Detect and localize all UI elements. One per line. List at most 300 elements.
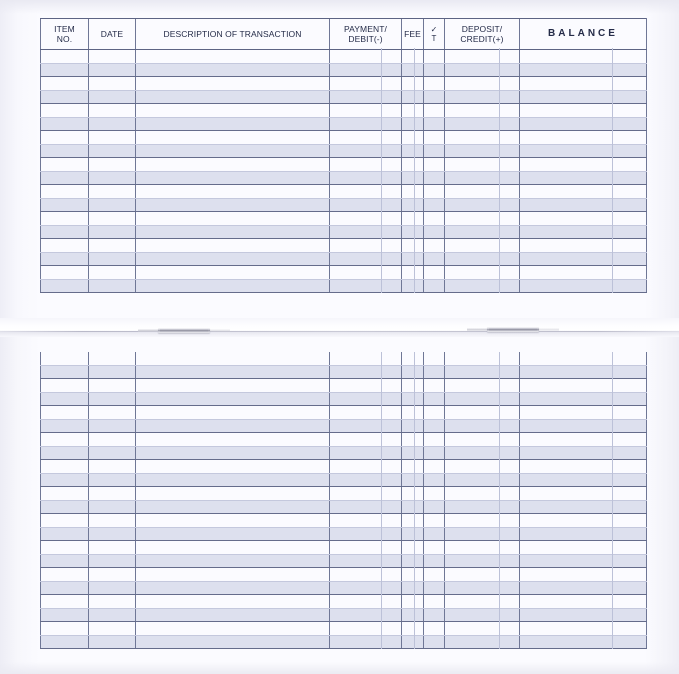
cell-deposit[interactable]: [445, 50, 520, 64]
cell-balance[interactable]: [520, 636, 647, 649]
cell-deposit[interactable]: [445, 280, 520, 293]
cell-check_t[interactable]: [424, 636, 445, 649]
cell-date[interactable]: [89, 460, 136, 474]
cell-fee[interactable]: [402, 568, 424, 582]
cell-date[interactable]: [89, 393, 136, 406]
cell-date[interactable]: [89, 555, 136, 568]
cell-check_t[interactable]: [424, 595, 445, 609]
cell-balance[interactable]: [520, 366, 647, 379]
cell-check_t[interactable]: [424, 226, 445, 239]
cell-item_no[interactable]: [41, 118, 89, 131]
cell-item_no[interactable]: [41, 609, 89, 622]
cell-balance[interactable]: [520, 239, 647, 253]
table-row[interactable]: [41, 131, 647, 145]
cell-fee[interactable]: [402, 528, 424, 541]
cell-payment[interactable]: [330, 64, 402, 77]
cell-deposit[interactable]: [445, 226, 520, 239]
cell-item_no[interactable]: [41, 104, 89, 118]
cell-item_no[interactable]: [41, 64, 89, 77]
cell-deposit[interactable]: [445, 239, 520, 253]
cell-payment[interactable]: [330, 91, 402, 104]
cell-balance[interactable]: [520, 352, 647, 366]
cell-item_no[interactable]: [41, 514, 89, 528]
cell-description[interactable]: [136, 474, 330, 487]
cell-payment[interactable]: [330, 77, 402, 91]
cell-fee[interactable]: [402, 447, 424, 460]
table-row[interactable]: [41, 447, 647, 460]
cell-date[interactable]: [89, 172, 136, 185]
cell-description[interactable]: [136, 379, 330, 393]
cell-deposit[interactable]: [445, 622, 520, 636]
cell-description[interactable]: [136, 622, 330, 636]
cell-deposit[interactable]: [445, 541, 520, 555]
cell-fee[interactable]: [402, 474, 424, 487]
cell-deposit[interactable]: [445, 172, 520, 185]
cell-deposit[interactable]: [445, 158, 520, 172]
cell-balance[interactable]: [520, 158, 647, 172]
cell-check_t[interactable]: [424, 172, 445, 185]
table-row[interactable]: [41, 568, 647, 582]
cell-deposit[interactable]: [445, 595, 520, 609]
cell-description[interactable]: [136, 393, 330, 406]
cell-description[interactable]: [136, 199, 330, 212]
cell-payment[interactable]: [330, 172, 402, 185]
cell-check_t[interactable]: [424, 528, 445, 541]
table-row[interactable]: [41, 541, 647, 555]
cell-fee[interactable]: [402, 420, 424, 433]
cell-deposit[interactable]: [445, 77, 520, 91]
cell-date[interactable]: [89, 131, 136, 145]
cell-description[interactable]: [136, 104, 330, 118]
cell-balance[interactable]: [520, 199, 647, 212]
cell-deposit[interactable]: [445, 447, 520, 460]
cell-balance[interactable]: [520, 185, 647, 199]
cell-fee[interactable]: [402, 104, 424, 118]
cell-fee[interactable]: [402, 77, 424, 91]
cell-balance[interactable]: [520, 595, 647, 609]
cell-date[interactable]: [89, 514, 136, 528]
cell-item_no[interactable]: [41, 145, 89, 158]
cell-item_no[interactable]: [41, 77, 89, 91]
cell-payment[interactable]: [330, 487, 402, 501]
table-row[interactable]: [41, 280, 647, 293]
cell-deposit[interactable]: [445, 528, 520, 541]
table-row[interactable]: [41, 104, 647, 118]
cell-balance[interactable]: [520, 406, 647, 420]
cell-fee[interactable]: [402, 582, 424, 595]
cell-balance[interactable]: [520, 393, 647, 406]
cell-balance[interactable]: [520, 555, 647, 568]
cell-balance[interactable]: [520, 622, 647, 636]
cell-check_t[interactable]: [424, 64, 445, 77]
cell-check_t[interactable]: [424, 379, 445, 393]
cell-description[interactable]: [136, 568, 330, 582]
table-row[interactable]: [41, 77, 647, 91]
cell-fee[interactable]: [402, 145, 424, 158]
table-row[interactable]: [41, 609, 647, 622]
cell-payment[interactable]: [330, 555, 402, 568]
cell-date[interactable]: [89, 212, 136, 226]
cell-description[interactable]: [136, 352, 330, 366]
table-row[interactable]: [41, 118, 647, 131]
cell-check_t[interactable]: [424, 501, 445, 514]
cell-item_no[interactable]: [41, 555, 89, 568]
cell-fee[interactable]: [402, 487, 424, 501]
cell-check_t[interactable]: [424, 622, 445, 636]
cell-date[interactable]: [89, 266, 136, 280]
cell-check_t[interactable]: [424, 212, 445, 226]
cell-fee[interactable]: [402, 379, 424, 393]
cell-check_t[interactable]: [424, 199, 445, 212]
cell-payment[interactable]: [330, 199, 402, 212]
cell-deposit[interactable]: [445, 487, 520, 501]
cell-description[interactable]: [136, 158, 330, 172]
table-row[interactable]: [41, 91, 647, 104]
cell-payment[interactable]: [330, 433, 402, 447]
cell-check_t[interactable]: [424, 104, 445, 118]
cell-date[interactable]: [89, 379, 136, 393]
cell-balance[interactable]: [520, 212, 647, 226]
cell-date[interactable]: [89, 366, 136, 379]
cell-item_no[interactable]: [41, 595, 89, 609]
cell-check_t[interactable]: [424, 366, 445, 379]
cell-item_no[interactable]: [41, 131, 89, 145]
cell-deposit[interactable]: [445, 185, 520, 199]
cell-deposit[interactable]: [445, 501, 520, 514]
cell-check_t[interactable]: [424, 474, 445, 487]
table-row[interactable]: [41, 622, 647, 636]
cell-date[interactable]: [89, 77, 136, 91]
cell-balance[interactable]: [520, 474, 647, 487]
cell-balance[interactable]: [520, 64, 647, 77]
cell-date[interactable]: [89, 104, 136, 118]
cell-description[interactable]: [136, 447, 330, 460]
table-row[interactable]: [41, 420, 647, 433]
cell-item_no[interactable]: [41, 50, 89, 64]
cell-fee[interactable]: [402, 280, 424, 293]
cell-deposit[interactable]: [445, 582, 520, 595]
cell-check_t[interactable]: [424, 239, 445, 253]
cell-date[interactable]: [89, 352, 136, 366]
cell-fee[interactable]: [402, 636, 424, 649]
cell-fee[interactable]: [402, 239, 424, 253]
cell-description[interactable]: [136, 636, 330, 649]
cell-description[interactable]: [136, 487, 330, 501]
cell-payment[interactable]: [330, 366, 402, 379]
cell-payment[interactable]: [330, 582, 402, 595]
cell-check_t[interactable]: [424, 514, 445, 528]
cell-deposit[interactable]: [445, 212, 520, 226]
cell-date[interactable]: [89, 501, 136, 514]
cell-payment[interactable]: [330, 185, 402, 199]
cell-payment[interactable]: [330, 253, 402, 266]
cell-item_no[interactable]: [41, 501, 89, 514]
cell-date[interactable]: [89, 487, 136, 501]
table-row[interactable]: [41, 460, 647, 474]
cell-fee[interactable]: [402, 131, 424, 145]
cell-description[interactable]: [136, 145, 330, 158]
cell-date[interactable]: [89, 528, 136, 541]
cell-date[interactable]: [89, 280, 136, 293]
cell-date[interactable]: [89, 474, 136, 487]
cell-description[interactable]: [136, 226, 330, 239]
table-row[interactable]: [41, 226, 647, 239]
cell-item_no[interactable]: [41, 433, 89, 447]
cell-check_t[interactable]: [424, 487, 445, 501]
table-row[interactable]: [41, 145, 647, 158]
table-row[interactable]: [41, 636, 647, 649]
cell-balance[interactable]: [520, 253, 647, 266]
cell-deposit[interactable]: [445, 406, 520, 420]
cell-description[interactable]: [136, 366, 330, 379]
cell-description[interactable]: [136, 77, 330, 91]
cell-check_t[interactable]: [424, 77, 445, 91]
cell-item_no[interactable]: [41, 266, 89, 280]
table-row[interactable]: [41, 433, 647, 447]
cell-deposit[interactable]: [445, 609, 520, 622]
cell-check_t[interactable]: [424, 118, 445, 131]
cell-deposit[interactable]: [445, 460, 520, 474]
cell-balance[interactable]: [520, 172, 647, 185]
table-row[interactable]: [41, 582, 647, 595]
cell-balance[interactable]: [520, 420, 647, 433]
table-row[interactable]: [41, 199, 647, 212]
cell-item_no[interactable]: [41, 185, 89, 199]
cell-deposit[interactable]: [445, 636, 520, 649]
cell-balance[interactable]: [520, 50, 647, 64]
table-row[interactable]: [41, 64, 647, 77]
cell-check_t[interactable]: [424, 541, 445, 555]
cell-check_t[interactable]: [424, 145, 445, 158]
cell-deposit[interactable]: [445, 352, 520, 366]
cell-description[interactable]: [136, 406, 330, 420]
cell-check_t[interactable]: [424, 253, 445, 266]
cell-item_no[interactable]: [41, 280, 89, 293]
cell-deposit[interactable]: [445, 266, 520, 280]
cell-payment[interactable]: [330, 393, 402, 406]
table-row[interactable]: [41, 487, 647, 501]
cell-item_no[interactable]: [41, 528, 89, 541]
cell-description[interactable]: [136, 420, 330, 433]
cell-description[interactable]: [136, 212, 330, 226]
cell-check_t[interactable]: [424, 420, 445, 433]
cell-balance[interactable]: [520, 447, 647, 460]
cell-description[interactable]: [136, 253, 330, 266]
cell-date[interactable]: [89, 145, 136, 158]
cell-fee[interactable]: [402, 406, 424, 420]
cell-payment[interactable]: [330, 595, 402, 609]
cell-deposit[interactable]: [445, 514, 520, 528]
cell-deposit[interactable]: [445, 555, 520, 568]
cell-description[interactable]: [136, 172, 330, 185]
cell-fee[interactable]: [402, 433, 424, 447]
cell-fee[interactable]: [402, 64, 424, 77]
table-row[interactable]: [41, 50, 647, 64]
cell-description[interactable]: [136, 501, 330, 514]
table-row[interactable]: [41, 595, 647, 609]
cell-balance[interactable]: [520, 433, 647, 447]
cell-payment[interactable]: [330, 528, 402, 541]
cell-payment[interactable]: [330, 460, 402, 474]
cell-check_t[interactable]: [424, 266, 445, 280]
cell-description[interactable]: [136, 555, 330, 568]
cell-balance[interactable]: [520, 145, 647, 158]
cell-date[interactable]: [89, 609, 136, 622]
cell-deposit[interactable]: [445, 379, 520, 393]
cell-description[interactable]: [136, 433, 330, 447]
table-row[interactable]: [41, 501, 647, 514]
cell-item_no[interactable]: [41, 636, 89, 649]
cell-item_no[interactable]: [41, 91, 89, 104]
cell-item_no[interactable]: [41, 541, 89, 555]
cell-item_no[interactable]: [41, 487, 89, 501]
cell-balance[interactable]: [520, 541, 647, 555]
table-row[interactable]: [41, 366, 647, 379]
cell-description[interactable]: [136, 514, 330, 528]
table-row[interactable]: [41, 158, 647, 172]
cell-description[interactable]: [136, 595, 330, 609]
cell-item_no[interactable]: [41, 366, 89, 379]
cell-item_no[interactable]: [41, 460, 89, 474]
cell-balance[interactable]: [520, 104, 647, 118]
cell-payment[interactable]: [330, 50, 402, 64]
cell-fee[interactable]: [402, 366, 424, 379]
cell-item_no[interactable]: [41, 568, 89, 582]
cell-item_no[interactable]: [41, 226, 89, 239]
cell-date[interactable]: [89, 622, 136, 636]
cell-date[interactable]: [89, 447, 136, 460]
cell-item_no[interactable]: [41, 212, 89, 226]
cell-check_t[interactable]: [424, 280, 445, 293]
table-row[interactable]: [41, 239, 647, 253]
cell-payment[interactable]: [330, 568, 402, 582]
cell-balance[interactable]: [520, 501, 647, 514]
cell-item_no[interactable]: [41, 393, 89, 406]
cell-description[interactable]: [136, 582, 330, 595]
cell-description[interactable]: [136, 64, 330, 77]
table-row[interactable]: [41, 253, 647, 266]
cell-check_t[interactable]: [424, 406, 445, 420]
cell-check_t[interactable]: [424, 352, 445, 366]
cell-description[interactable]: [136, 91, 330, 104]
cell-balance[interactable]: [520, 77, 647, 91]
cell-balance[interactable]: [520, 118, 647, 131]
cell-date[interactable]: [89, 239, 136, 253]
cell-date[interactable]: [89, 636, 136, 649]
cell-balance[interactable]: [520, 528, 647, 541]
cell-check_t[interactable]: [424, 555, 445, 568]
cell-deposit[interactable]: [445, 131, 520, 145]
table-row[interactable]: [41, 212, 647, 226]
cell-item_no[interactable]: [41, 474, 89, 487]
cell-deposit[interactable]: [445, 118, 520, 131]
cell-balance[interactable]: [520, 460, 647, 474]
cell-fee[interactable]: [402, 91, 424, 104]
cell-description[interactable]: [136, 541, 330, 555]
table-row[interactable]: [41, 474, 647, 487]
cell-description[interactable]: [136, 280, 330, 293]
cell-item_no[interactable]: [41, 447, 89, 460]
table-row[interactable]: [41, 555, 647, 568]
cell-check_t[interactable]: [424, 582, 445, 595]
cell-date[interactable]: [89, 582, 136, 595]
cell-deposit[interactable]: [445, 366, 520, 379]
cell-description[interactable]: [136, 460, 330, 474]
cell-fee[interactable]: [402, 609, 424, 622]
cell-payment[interactable]: [330, 118, 402, 131]
cell-fee[interactable]: [402, 158, 424, 172]
cell-date[interactable]: [89, 64, 136, 77]
cell-deposit[interactable]: [445, 91, 520, 104]
cell-fee[interactable]: [402, 622, 424, 636]
cell-item_no[interactable]: [41, 622, 89, 636]
cell-date[interactable]: [89, 406, 136, 420]
cell-item_no[interactable]: [41, 253, 89, 266]
cell-payment[interactable]: [330, 514, 402, 528]
cell-item_no[interactable]: [41, 379, 89, 393]
cell-date[interactable]: [89, 420, 136, 433]
cell-fee[interactable]: [402, 393, 424, 406]
cell-deposit[interactable]: [445, 474, 520, 487]
cell-deposit[interactable]: [445, 253, 520, 266]
table-row[interactable]: [41, 172, 647, 185]
cell-fee[interactable]: [402, 199, 424, 212]
cell-balance[interactable]: [520, 514, 647, 528]
cell-fee[interactable]: [402, 555, 424, 568]
cell-description[interactable]: [136, 609, 330, 622]
cell-description[interactable]: [136, 266, 330, 280]
cell-payment[interactable]: [330, 406, 402, 420]
cell-date[interactable]: [89, 118, 136, 131]
cell-description[interactable]: [136, 185, 330, 199]
cell-balance[interactable]: [520, 91, 647, 104]
cell-payment[interactable]: [330, 212, 402, 226]
cell-item_no[interactable]: [41, 172, 89, 185]
cell-balance[interactable]: [520, 280, 647, 293]
cell-description[interactable]: [136, 528, 330, 541]
table-row[interactable]: [41, 514, 647, 528]
cell-description[interactable]: [136, 239, 330, 253]
cell-date[interactable]: [89, 199, 136, 212]
table-row[interactable]: [41, 352, 647, 366]
cell-item_no[interactable]: [41, 158, 89, 172]
cell-date[interactable]: [89, 185, 136, 199]
cell-balance[interactable]: [520, 568, 647, 582]
cell-item_no[interactable]: [41, 406, 89, 420]
cell-payment[interactable]: [330, 636, 402, 649]
cell-check_t[interactable]: [424, 393, 445, 406]
cell-item_no[interactable]: [41, 352, 89, 366]
cell-fee[interactable]: [402, 595, 424, 609]
cell-payment[interactable]: [330, 280, 402, 293]
cell-description[interactable]: [136, 50, 330, 64]
cell-deposit[interactable]: [445, 393, 520, 406]
cell-fee[interactable]: [402, 541, 424, 555]
cell-fee[interactable]: [402, 172, 424, 185]
cell-payment[interactable]: [330, 541, 402, 555]
cell-check_t[interactable]: [424, 131, 445, 145]
cell-date[interactable]: [89, 50, 136, 64]
cell-fee[interactable]: [402, 352, 424, 366]
cell-description[interactable]: [136, 118, 330, 131]
cell-deposit[interactable]: [445, 199, 520, 212]
cell-date[interactable]: [89, 91, 136, 104]
cell-payment[interactable]: [330, 352, 402, 366]
cell-balance[interactable]: [520, 582, 647, 595]
cell-fee[interactable]: [402, 118, 424, 131]
cell-balance[interactable]: [520, 609, 647, 622]
cell-payment[interactable]: [330, 420, 402, 433]
